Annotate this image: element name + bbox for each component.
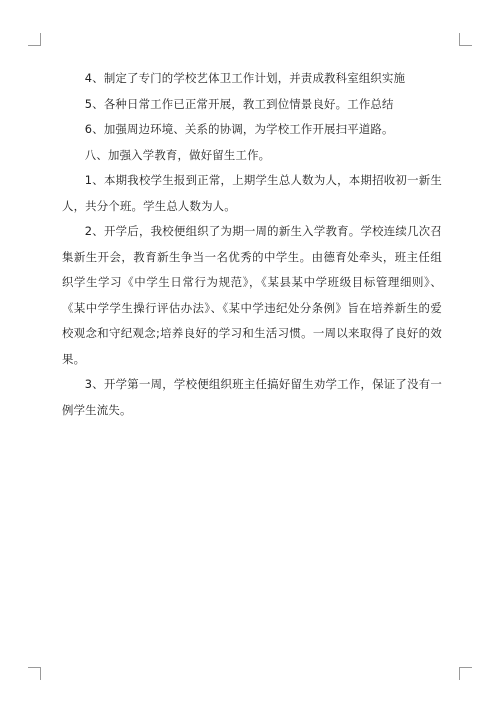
crop-mark-bottom-left <box>28 667 41 680</box>
document-body <box>62 66 442 423</box>
crop-mark-top-right <box>459 33 472 46</box>
paragraph: 4、制定了专门的学校艺体卫工作计划，并责成教科室组织实施 <box>84 71 406 85</box>
crop-mark-bottom-right <box>459 667 472 680</box>
paragraph: 2、开学后，我校便组织了为期一周的新生入学教育。学校连续几次召集新生开会，教育新生争当一名优秀的中学生。由德育处牵头，班主任组织学生学习《中学生日常行为规范》，《某县某中学班级目标管理细则》、《某中学学生操行评估办法》、《某中学违纪处分条例》旨在培养新生的爱校观念和守纪观念;培养良好的学习和生活习惯。一周以来取得了良好的效果。 <box>62 224 442 366</box>
crop-mark-top-left <box>28 33 41 46</box>
section-heading: 八、加强入学教育，做好留生工作。 <box>84 147 271 162</box>
paragraph: 1、本期我校学生报到正常，上期学生总人数为人，本期招收初一新生人，共分个班。学生总人数为人。 <box>62 173 442 213</box>
paragraph: 6、加强周边环境、关系的协调，为学校工作开展扫平道路。 <box>84 122 394 136</box>
paragraph: 5、各种日常工作已正常开展，教工到位情景良好。工作总结 <box>84 96 394 111</box>
paragraph: 3、开学第一周，学校便组织班主任搞好留生劝学工作，保证了没有一例学生流失。 <box>62 377 442 417</box>
